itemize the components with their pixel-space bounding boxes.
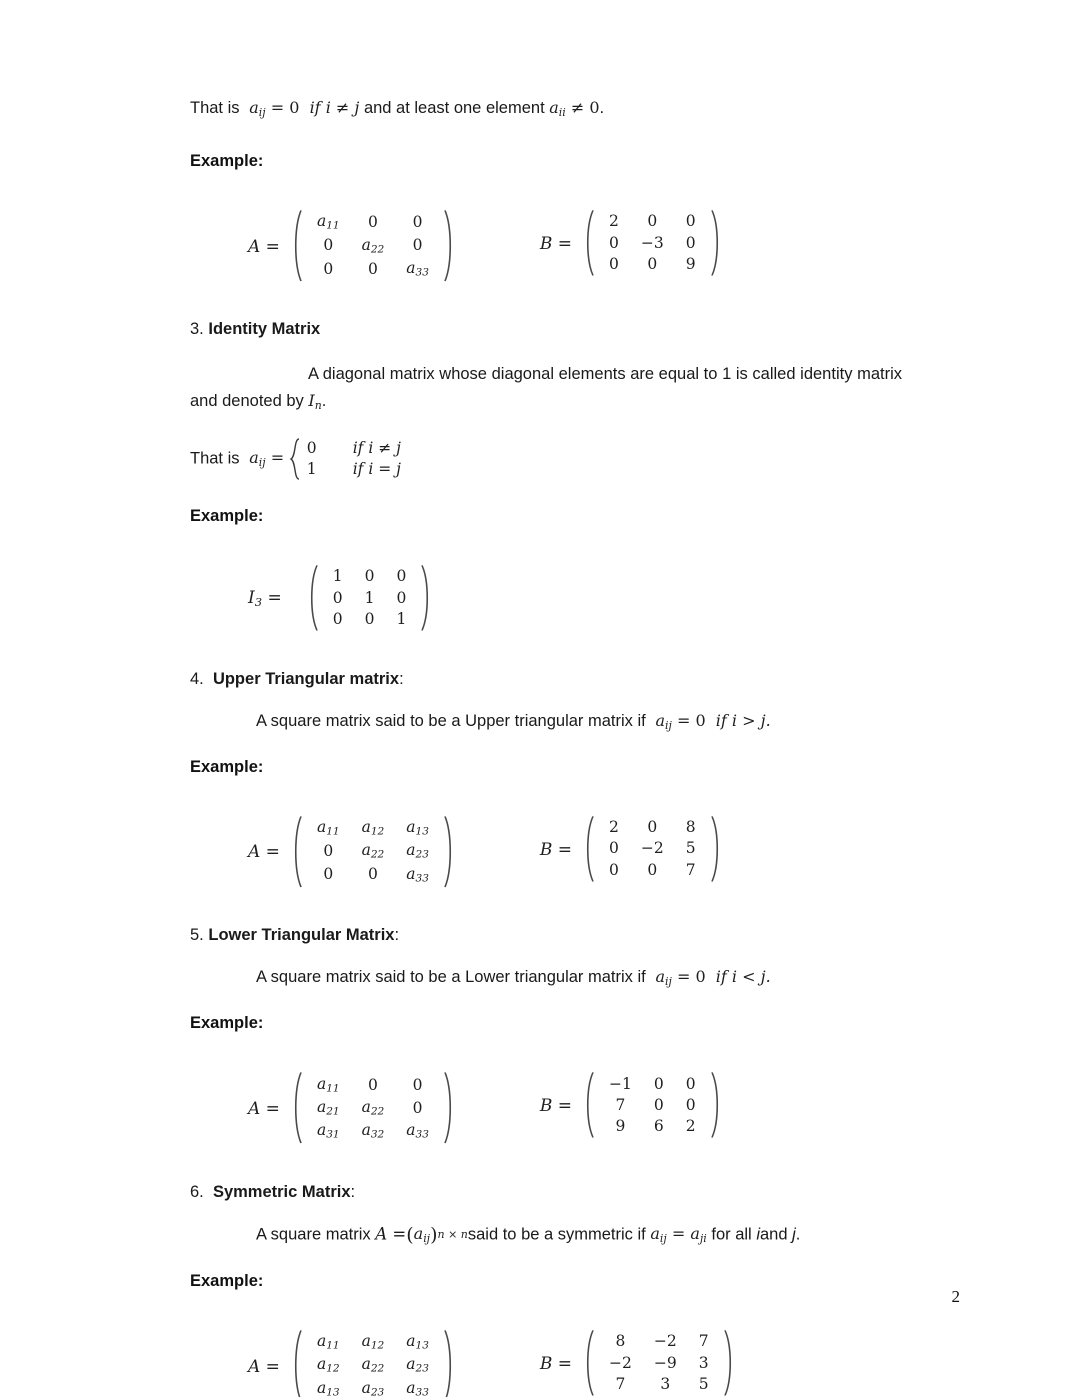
lower-definition-formula: $a_{ij} = 0$ if i < j. — [655, 967, 771, 989]
section-title: Symmetric Matrix — [212, 1182, 351, 1201]
cell: 0 — [412, 213, 423, 232]
right-paren-icon — [443, 1071, 456, 1145]
section-title-suffix: : — [394, 926, 400, 945]
group-symbol: $a_{ij}$ — [413, 1224, 431, 1246]
matrix-A-diagonal — [248, 209, 456, 283]
cell: 0 — [609, 254, 619, 273]
right-paren-icon — [443, 1329, 456, 1397]
left-paren-icon — [290, 815, 303, 889]
cell: $a_{22}$ — [361, 1355, 385, 1376]
example-label-symmetric: Example: — [190, 1271, 264, 1290]
section-heading-identity — [190, 320, 902, 339]
cell: 5 — [685, 839, 696, 858]
section-heading-symmetric — [190, 1183, 902, 1202]
left-paren-icon — [582, 815, 595, 883]
cell: 0 — [647, 212, 658, 231]
cell: 0 — [323, 865, 334, 884]
cell: 0 — [412, 1098, 423, 1117]
section-heading-upper — [190, 670, 902, 689]
section-number: 3. — [190, 320, 204, 339]
cell: $a_{13}$ — [406, 818, 429, 838]
identity-definition-text: A diagonal matrix whose diagonal elements are equal to 1 is called identity matrix and denoted by — [190, 365, 902, 411]
matrix-label-B: B = — [539, 233, 573, 254]
matrix-body — [306, 564, 434, 632]
matrix-label-B: B = — [539, 1353, 573, 1374]
cell: −2 — [653, 1332, 677, 1351]
diagonal-matrices-row — [190, 209, 902, 283]
matrix-label-A: A = — [248, 842, 280, 863]
piecewise-row — [307, 459, 401, 480]
cell: $a_{32}$ — [361, 1121, 385, 1141]
cell: 0 — [323, 842, 334, 861]
left-paren-icon — [290, 1071, 303, 1145]
cell: 7 — [698, 1332, 709, 1351]
cell: $a_{21}$ — [316, 1097, 340, 1118]
symmetric-definition-part3: for all — [711, 1225, 752, 1244]
cell: 0 — [653, 1074, 664, 1093]
section-number: 5. — [190, 926, 204, 945]
matrix-label-A: A = — [248, 1099, 280, 1119]
cell: 7 — [615, 1096, 626, 1115]
symmetric-matrices-row — [190, 1329, 902, 1397]
cell: 0 — [323, 259, 334, 278]
cell: 0 — [647, 818, 658, 837]
symmetric-dims: n × n — [437, 1228, 468, 1242]
left-paren-icon — [582, 209, 595, 277]
piecewise-value: 0 — [306, 438, 317, 457]
cell: 8 — [685, 818, 696, 837]
cell: $a_{33}$ — [406, 1378, 429, 1397]
cell: 0 — [367, 259, 378, 278]
symmetric-definition — [190, 1224, 902, 1246]
intro-suffix: . — [599, 99, 605, 117]
identity-definition-suffix: . — [321, 392, 327, 411]
identity-definition — [190, 361, 902, 414]
cell: $a_{33}$ — [406, 258, 429, 279]
right-paren-icon — [443, 209, 456, 283]
matrix-body — [582, 1071, 723, 1139]
cell: 0 — [323, 236, 334, 255]
symmetric-definition-part1: A square matrix — [256, 1225, 371, 1244]
matrix-body — [290, 815, 456, 889]
cell: 0 — [412, 1075, 423, 1094]
page-content — [190, 96, 902, 1397]
right-paren-icon — [723, 1329, 736, 1397]
cell: $a_{33}$ — [406, 864, 429, 885]
cell: −3 — [640, 233, 664, 252]
cell: $a_{13}$ — [316, 1378, 340, 1397]
cell: $a_{11}$ — [316, 1332, 340, 1352]
cell: $a_{22}$ — [361, 235, 385, 256]
right-paren-icon — [420, 564, 433, 632]
matrix-body — [290, 1071, 456, 1145]
lower-definition-text: A square matrix said to be a Lower triangular matrix if — [256, 968, 646, 987]
left-paren-icon — [290, 1329, 303, 1397]
left-paren-icon — [582, 1329, 595, 1397]
matrix-B-diagonal — [540, 209, 723, 277]
identity-that-is-line — [190, 437, 902, 481]
cell: 3 — [660, 1374, 671, 1393]
cell: 1 — [396, 609, 407, 628]
right-paren-icon — [710, 1071, 723, 1139]
section-title: Upper Triangular matrix — [212, 669, 400, 688]
right-paren-icon — [710, 815, 723, 883]
cell: 0 — [364, 609, 375, 628]
cell: 0 — [367, 213, 378, 232]
cell: $a_{12}$ — [361, 818, 385, 838]
section-title-suffix: : — [399, 669, 404, 688]
upper-definition-text: A square matrix said to be a Upper triangular matrix if — [256, 711, 646, 730]
symmetric-index-i: i — [756, 1225, 760, 1244]
intro-prefix: That is — [190, 99, 240, 117]
right-paren-icon — [443, 815, 456, 889]
cell: $a_{11}$ — [316, 818, 340, 838]
matrix-A-symmetric — [248, 1329, 456, 1397]
cell: 0 — [609, 233, 619, 252]
cell: −2 — [640, 839, 664, 858]
symmetric-group — [406, 1224, 468, 1246]
matrix-label-B: B = — [539, 839, 573, 860]
right-paren-icon — [710, 209, 723, 277]
cell: 1 — [332, 567, 343, 586]
cell: $a_{23}$ — [406, 841, 429, 862]
lower-definition — [190, 967, 902, 988]
cell: 3 — [698, 1353, 709, 1372]
cell: −1 — [609, 1074, 632, 1093]
section-number: 4. — [190, 669, 204, 688]
cell: 0 — [685, 1074, 696, 1093]
matrix-label-A: A = — [248, 236, 280, 257]
cell: 0 — [653, 1096, 664, 1115]
cell: 0 — [396, 588, 407, 607]
cell: 9 — [685, 254, 696, 273]
matrix-B-symmetric — [540, 1329, 736, 1397]
cell: $a_{23}$ — [406, 1355, 429, 1376]
cell: 1 — [364, 588, 375, 607]
matrix-label-I3: $I_3$ = — [248, 588, 282, 610]
left-paren-icon — [582, 1071, 595, 1139]
intro-line — [190, 96, 902, 122]
cell: 2 — [685, 1117, 696, 1136]
cell: $a_{12}$ — [361, 1332, 385, 1352]
cell: 5 — [698, 1374, 709, 1393]
cell: −9 — [653, 1353, 677, 1372]
matrix-body — [582, 1329, 736, 1397]
cell: 0 — [396, 567, 407, 586]
section-title: Lower Triangular Matrix — [208, 926, 395, 945]
cell: 6 — [653, 1117, 664, 1136]
cell: 0 — [332, 609, 343, 628]
cell: 0 — [412, 236, 423, 255]
piecewise-value: 1 — [306, 459, 317, 478]
section-title: Identity Matrix — [208, 320, 321, 339]
cell: $a_{22}$ — [361, 841, 385, 862]
example-label-diagonal: Example: — [190, 151, 264, 170]
section-number: 6. — [190, 1182, 204, 1201]
intro-middle: and at least one element — [363, 99, 545, 117]
identity-matrix-row — [190, 564, 902, 632]
left-paren-icon — [306, 564, 319, 632]
matrix-body — [290, 209, 456, 283]
cell: 2 — [609, 818, 619, 837]
section-heading-lower — [190, 926, 902, 945]
matrix-A-lower — [248, 1071, 456, 1145]
matrix-B-upper — [540, 815, 723, 883]
piecewise-condition: if i = j — [352, 459, 401, 478]
left-paren-icon — [290, 209, 303, 283]
lower-matrices-row — [190, 1071, 902, 1145]
cell: $a_{22}$ — [361, 1097, 385, 1118]
cell: $a_{31}$ — [316, 1121, 340, 1141]
identity-symbol: $I_n$ — [308, 391, 322, 413]
symmetric-index-j: j — [792, 1225, 796, 1244]
cell: 9 — [615, 1117, 626, 1136]
cell: 0 — [367, 865, 378, 884]
cell: 7 — [615, 1374, 626, 1393]
matrix-B-lower — [540, 1071, 723, 1139]
cell: 0 — [685, 1096, 696, 1115]
cell: 7 — [685, 860, 696, 879]
cell: $a_{13}$ — [406, 1332, 429, 1352]
symmetric-definition-end: . — [795, 1225, 801, 1244]
symmetric-condition: $a_{ij} = a_{ji}$ — [650, 1224, 707, 1246]
matrix-I3 — [248, 564, 433, 632]
right-paren-icon: ) — [430, 1223, 438, 1246]
intro-formula-2: $a_{ii} \ne 0$ — [549, 98, 600, 120]
page-number: 2 — [951, 1287, 960, 1306]
cell: 0 — [685, 212, 696, 231]
symmetric-definition-part2: said to be a symmetric if — [467, 1225, 646, 1244]
cell: 0 — [332, 588, 343, 607]
cell: $a_{23}$ — [361, 1378, 385, 1397]
matrix-A-upper — [248, 815, 456, 889]
cell: 0 — [609, 860, 619, 879]
cell: 0 — [685, 233, 696, 252]
left-brace-icon — [289, 437, 301, 481]
cell: $a_{12}$ — [316, 1355, 340, 1376]
cell: 2 — [609, 212, 619, 231]
cell: 0 — [647, 860, 658, 879]
cell: 0 — [364, 567, 375, 586]
cell: $a_{11}$ — [316, 212, 340, 233]
symmetric-var: A = — [375, 1224, 407, 1244]
intro-formula-1: $a_{ij} = 0$ if i ≠ j — [249, 98, 360, 120]
piecewise-condition: if i ≠ j — [352, 438, 401, 457]
cell: 8 — [615, 1332, 626, 1351]
upper-matrices-row — [190, 815, 902, 889]
symmetric-and: and — [759, 1225, 788, 1244]
that-is-symbol: $a_{ij}$ = — [249, 448, 285, 470]
piecewise-block — [289, 437, 401, 481]
upper-definition-formula: $a_{ij} = 0$ if i > j. — [655, 710, 771, 732]
left-paren-icon: ( — [406, 1223, 414, 1246]
matrix-label-B: B = — [539, 1096, 573, 1117]
cell: 0 — [609, 839, 619, 858]
cell: $a_{33}$ — [406, 1121, 429, 1141]
upper-definition — [190, 711, 902, 732]
that-is-prefix: That is — [190, 449, 240, 468]
cell: 0 — [647, 254, 658, 273]
piecewise-rows — [307, 438, 401, 480]
cell: $a_{11}$ — [316, 1074, 340, 1095]
cell: 0 — [367, 1075, 378, 1094]
cell: −2 — [609, 1353, 632, 1372]
matrix-body — [290, 1329, 456, 1397]
example-label-lower: Example: — [190, 1014, 264, 1033]
section-title-suffix: : — [350, 1182, 356, 1201]
piecewise-row — [307, 438, 401, 459]
matrix-label-A: A = — [248, 1356, 280, 1377]
example-label-identity: Example: — [190, 506, 264, 525]
example-label-upper: Example: — [190, 757, 264, 776]
matrix-body — [582, 815, 723, 883]
matrix-body — [582, 209, 723, 277]
